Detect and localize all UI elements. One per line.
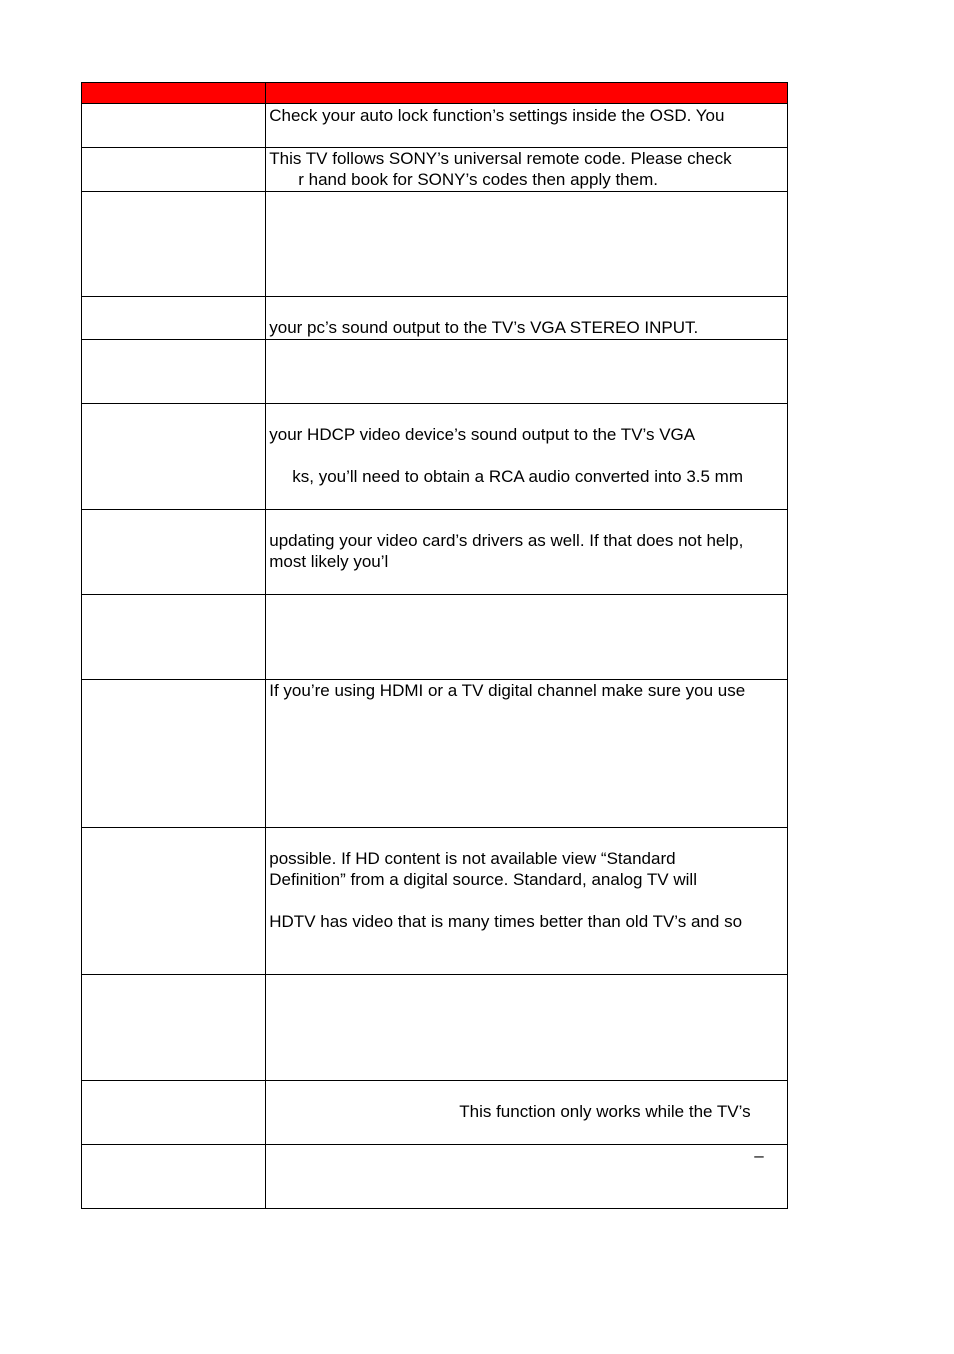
solution-cell (266, 1081, 788, 1145)
solution-line: If you’re using HDMI or a TV digital channel make sure you use (269, 681, 746, 700)
solution-line: possible. If HD content is not available view “Standard (269, 849, 676, 868)
solution-cell (266, 828, 788, 975)
problem-cell (82, 104, 266, 148)
table-row (82, 680, 788, 828)
solution-cell (266, 595, 788, 680)
problem-cell (82, 680, 266, 828)
table-row (82, 404, 788, 510)
table-row (82, 1081, 788, 1145)
solution-line: updating your video card’s drivers as well. If that does not help, (269, 531, 744, 550)
solution-cell (266, 510, 788, 595)
problem-cell (82, 404, 266, 510)
table-row (82, 104, 788, 148)
table-row (82, 148, 788, 192)
problem-cell (82, 1081, 266, 1145)
troubleshooting-table (81, 82, 788, 1209)
problem-cell (82, 192, 266, 297)
solution-cell (266, 404, 788, 510)
table-row (82, 340, 788, 404)
solution-cell (266, 340, 788, 404)
problem-cell (82, 828, 266, 975)
solution-line: This function only works while the TV’s (459, 1102, 751, 1121)
solution-cell (266, 297, 788, 340)
table-row (82, 828, 788, 975)
table-header-row (82, 83, 788, 104)
solution-line: HDTV has video that is many times better than old TV’s and so (269, 912, 743, 931)
table-row (82, 975, 788, 1081)
solution-line: r hand book for SONY’s codes then apply them. (298, 170, 658, 189)
problem-cell (82, 1145, 266, 1209)
solution-cell (266, 104, 788, 148)
solution-line: – (754, 1146, 764, 1165)
problem-cell (82, 510, 266, 595)
solution-line: Definition” from a digital source. Standard, analog TV will (269, 870, 697, 889)
solution-cell (266, 975, 788, 1081)
problem-cell (82, 595, 266, 680)
solution-line: ks, you’ll need to obtain a RCA audio converted into 3.5 mm (292, 467, 744, 486)
problem-cell (82, 148, 266, 192)
table-row (82, 192, 788, 297)
header-cell-solution (266, 83, 788, 104)
solution-cell (266, 148, 788, 192)
table-row (82, 510, 788, 595)
solution-line: your pc’s sound output to the TV’s VGA STEREO INPUT. (269, 318, 699, 337)
solution-line: most likely you’l (269, 552, 389, 571)
solution-cell (266, 1145, 788, 1209)
table-row (82, 595, 788, 680)
solution-line: your HDCP video device’s sound output to the TV’s VGA (269, 425, 696, 444)
problem-cell (82, 297, 266, 340)
solution-line: This TV follows SONY’s universal remote code. Please check (269, 149, 732, 168)
problem-cell (82, 975, 266, 1081)
problem-cell (82, 340, 266, 404)
header-cell-problem (82, 83, 266, 104)
table-row (82, 1145, 788, 1209)
solution-cell (266, 192, 788, 297)
solution-line: Check your auto lock function’s settings inside the OSD. You (269, 106, 725, 125)
solution-cell (266, 680, 788, 828)
table-row (82, 297, 788, 340)
